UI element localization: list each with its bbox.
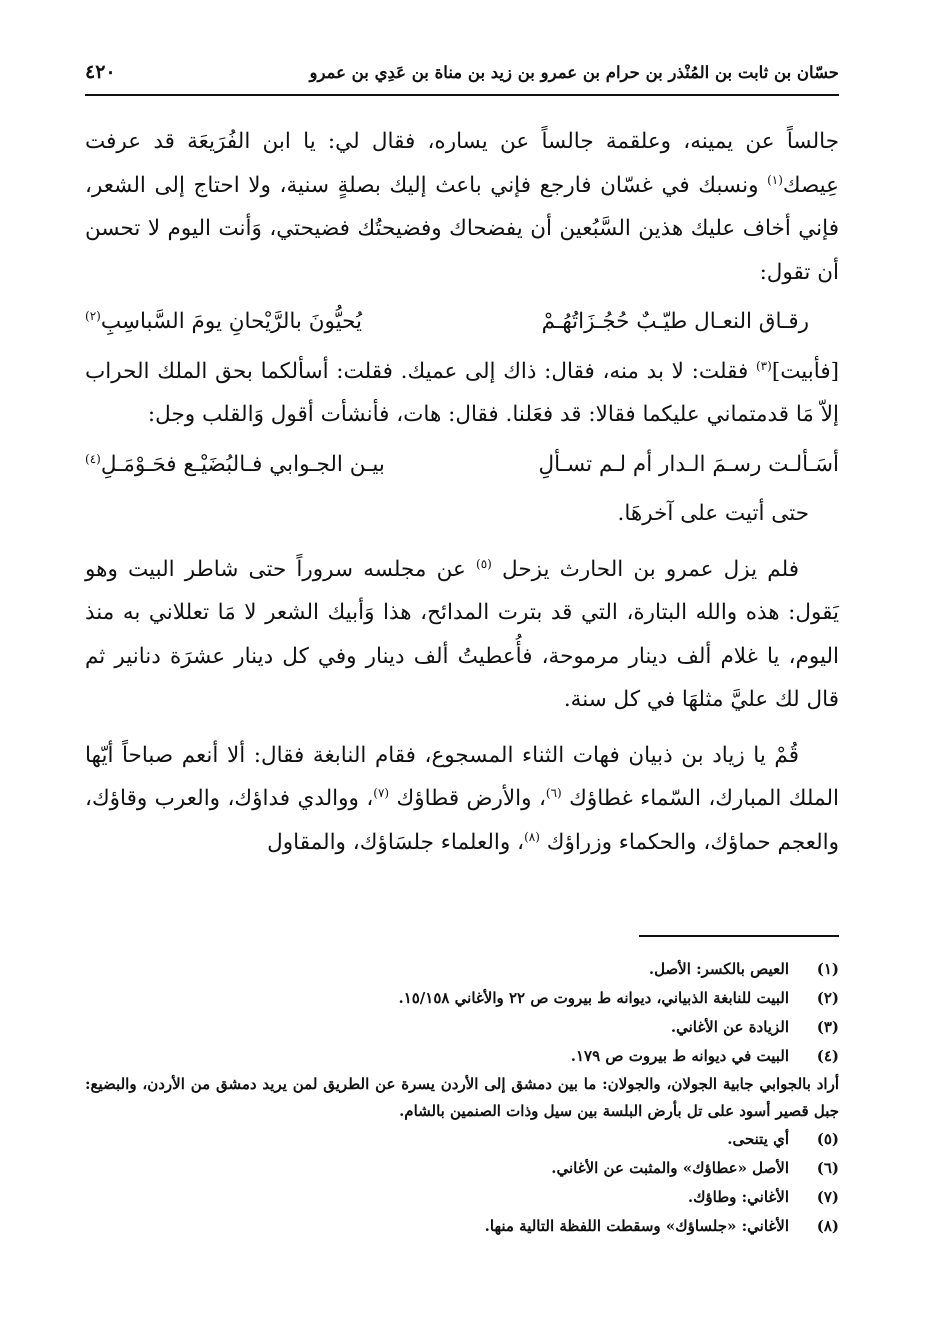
paragraph-2-start: [فأبيت] bbox=[771, 358, 839, 384]
header-title: حسّان بن ثابت بن المُنْذر بن حرام بن عمرو بن زيد بن مناة بن عَدِي بن عمرو bbox=[309, 62, 839, 82]
footnote-text: البيت في ديوانه ط بيروت ص ١٧٩. bbox=[570, 1047, 789, 1065]
verse-2-first-hemistich: أسَـألـت رسـمَ الـدار أم لـم تسـألِ bbox=[538, 451, 839, 477]
footnote-ref-3[interactable]: (٣) bbox=[755, 358, 772, 373]
footnote-text: أي يتنحى. bbox=[727, 1130, 789, 1148]
footnote-number: (٨) bbox=[816, 1217, 839, 1235]
verse-2-second-hemistich-wrap bbox=[85, 443, 385, 487]
footnote-ref-2[interactable]: (٢) bbox=[85, 308, 101, 323]
footnote-text: الزيادة عن الأغاني. bbox=[670, 1018, 789, 1036]
main-text bbox=[85, 120, 839, 864]
paragraph-5-part-4: ، والعلماء جلسَاؤك، والمقاول bbox=[267, 829, 525, 855]
footnote-ref-4[interactable]: (٤) bbox=[85, 451, 101, 466]
paragraph-5-start: قُمْ يا زياد بن ذبيان فهات الثناء المسجوع، فقام النابغة فقال: ألا أنعم صباحاً أيّها الملك المبارك، السّماء غطاؤك bbox=[85, 742, 839, 811]
footnote-item bbox=[85, 1042, 839, 1071]
paragraph-5-part-3: ، ووالدي فداؤك، والعرب وقاؤك، والعجم حماؤك، والحكماء وزراؤك bbox=[85, 786, 839, 855]
footnote-ref-7[interactable]: (٧) bbox=[373, 785, 390, 800]
footnote-number: (٣) bbox=[816, 1018, 839, 1036]
verse-1-first-hemistich: رقـاق النعـال طيّـبٌ حُجُـزَاتُهُـمْ bbox=[541, 309, 809, 334]
footnote-ref-1[interactable]: (١) bbox=[767, 172, 783, 187]
footnote-item bbox=[85, 1212, 839, 1241]
page-number: ٤٢٠ bbox=[85, 61, 116, 83]
footnote-ref-8[interactable]: (٨) bbox=[524, 829, 540, 844]
footnote-rule bbox=[639, 935, 839, 937]
footnote-number: (٥) bbox=[816, 1130, 839, 1148]
footnotes bbox=[85, 955, 839, 1241]
footnote-item bbox=[85, 1154, 839, 1183]
footnote-number: (٤) bbox=[816, 1047, 839, 1065]
verse-2 bbox=[85, 443, 839, 487]
paragraph-3: حتى أتيت على آخرهَا. bbox=[617, 501, 809, 526]
verse-1-second-hemistich-wrap bbox=[85, 300, 362, 344]
paragraph-4-text: عن مجلسه سروراً حتى شاطر البيت وهو يَقول: هذه والله البتارة، التي قد بترت المدائح، هذا وَأبيك الشعر لا مَا تعللاني به منذ اليوم، يا غلام ألف دينار مرموحة، فأُعطيتُ ألف دينار وفي كل دينار عشرَة دنانير ثم قال لك عليَّ مثلهَا في كل سنة. bbox=[85, 556, 839, 712]
footnote-item bbox=[85, 984, 839, 1013]
header-rule bbox=[85, 94, 839, 96]
footnote-number: (١) bbox=[816, 960, 839, 978]
paragraph-1-text-cont: ونسبك في غسّان فارجع فإني باعث إليك بصلةٍ سنية، ولا احتاج إلى الشعر، فإني أخاف عليك هذين السَّبُعين أن يفضحاك وفضيحتُك فضيحتي، وَأنت اليوم لا تحسن أن تقول: bbox=[85, 172, 839, 285]
footnote-item bbox=[85, 1125, 839, 1154]
footnote-number: (٢) bbox=[816, 989, 839, 1007]
footnote-text: الأصل «عطاؤك» والمثبت عن الأغاني. bbox=[551, 1159, 789, 1177]
paragraph-2 bbox=[85, 350, 839, 437]
paragraph-1 bbox=[85, 120, 839, 294]
paragraph-5-part-2: ، والأرض قطاؤك bbox=[396, 786, 546, 811]
footnote-item bbox=[85, 1013, 839, 1042]
paragraph-2-text: فقلت: لا بد منه، فقال: ذاك إلى عميك. فقلت: أسألكما بحق الملك الحراب إلاّ مَا قدمتماني عليكما فقالا: قد فعَلنا. فقال: هات، فأنشأت أقول وَالقلب وجل: bbox=[85, 358, 839, 427]
footnote-ref-5[interactable]: (٥) bbox=[476, 556, 492, 571]
footnote-ref-6[interactable]: (٦) bbox=[545, 785, 562, 800]
running-header bbox=[85, 52, 839, 92]
footnote-text: الأغاني: وطاؤك. bbox=[687, 1188, 789, 1206]
footnote-4-continuation: أراد بالجوابي جابية الجولان، والجولان: ما بين دمشق إلى الأردن يسرة عن الطريق لمن يريد دمشق من الأردن، والبضيع: جبل قصير أسود على تل بأرض البلسة بين سيل وذات الصنمين بالشام. bbox=[85, 1075, 839, 1120]
footnote-number: (٧) bbox=[816, 1188, 839, 1206]
verse-1 bbox=[85, 300, 839, 344]
paragraph-1-text: جالساً عن يمينه، وعلقمة جالساً عن يساره، فقال لي: يا ابن الفُرَيعَة قد عرفت عِيصك bbox=[85, 129, 839, 198]
footnote-number: (٦) bbox=[816, 1159, 839, 1177]
paragraph-4 bbox=[85, 548, 839, 722]
paragraph-5 bbox=[85, 734, 839, 865]
verse-2-second-hemistich: بيـن الجـوابي فـالبُضَيْـع فحَـوْمَـلِ bbox=[100, 451, 385, 477]
paragraph-4-start: فلم يزل عمرو بن الحارث يزحل bbox=[502, 556, 799, 582]
footnote-text: العيص بالكسر: الأصل. bbox=[648, 960, 789, 978]
verse-1-second-hemistich: يُحيُّونَ بالرَّيْحانِ يومَ السَّباسِبِ bbox=[100, 309, 362, 334]
footnote-item bbox=[85, 1183, 839, 1212]
footnote-text: البيت للنابغة الذبياني، ديوانه ط بيروت ص ٢٢ والأغاني ١٥/١٥٨. bbox=[398, 989, 789, 1007]
footnote-item bbox=[85, 955, 839, 984]
footnote-text: الأغاني: «جلساؤك» وسقطت اللفظة التالية منها. bbox=[484, 1217, 789, 1235]
